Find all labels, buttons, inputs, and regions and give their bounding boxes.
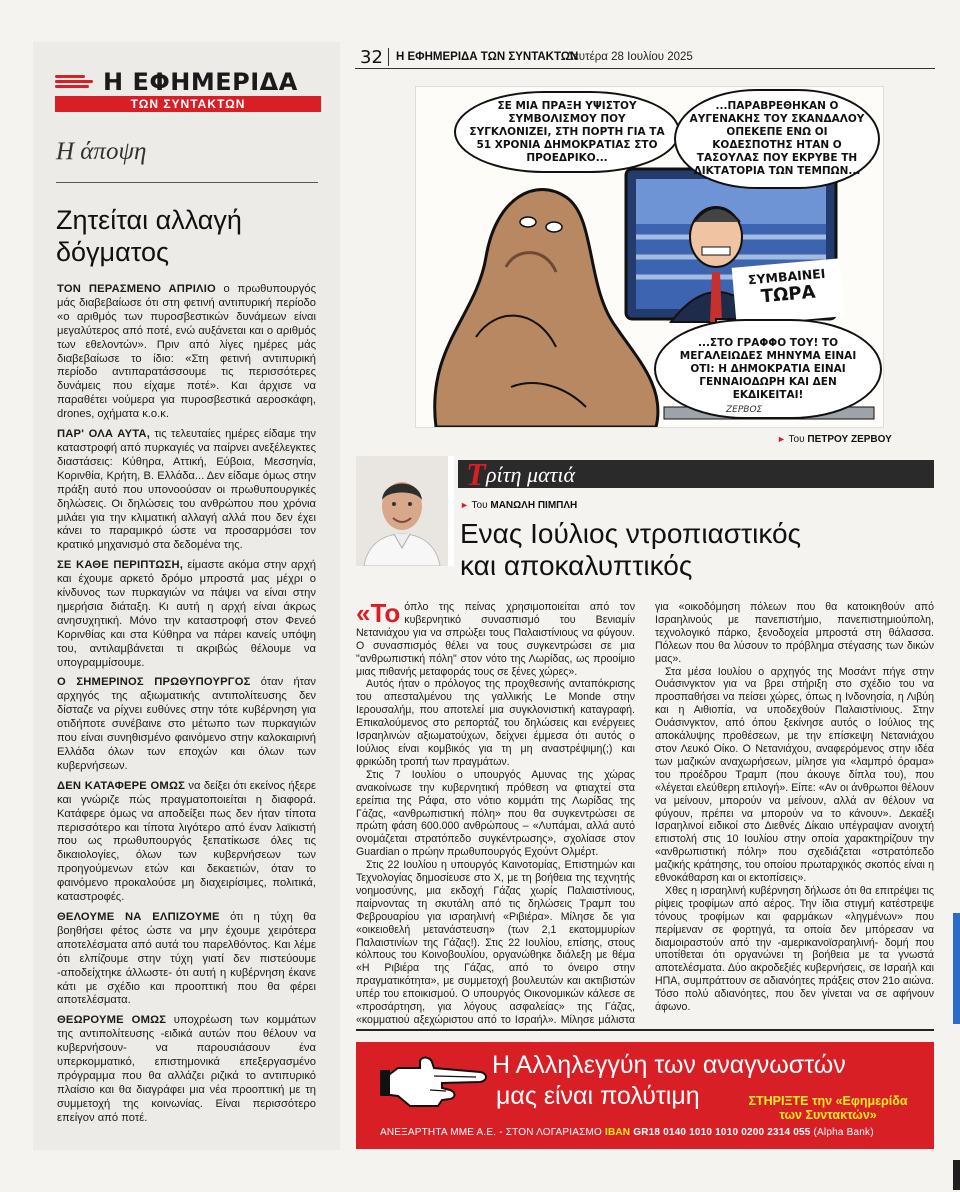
column-headline-line-2: και αποκαλυπτικός <box>460 550 693 581</box>
ad-account-line <box>380 1127 874 1138</box>
speech-bubble-2: ...ΠΑΡΑΒΡΕΘΗΚΑΝ Ο ΑΥΓΕΝΑΚΗΣ ΤΟΥ ΣΚΑΝΔΑΛΟΥ ΟΠΕΚΕΠΕ ΕΝΩ ΟΙ ΚΟΔΕΣΠΟΤΗΣ ΗΤΑΝ Ο ΤΑΣΟΥΛΑΣ ΠΟΥ ΕΚΡΥΒΕ ΤΗ ΔΙΚΤΑΤΟΡΙΑ ΤΩΝ ΤΕΜΠΩΝ... <box>674 89 880 189</box>
paragraph-text: τις τελευταίες ημέρες είδαμε την καταστροφή από πυρκαγιές να παίρνει ανεξέλεγκτες διαστάσεις: Κύθηρα, Αττική, Εύβοια, Μεσσηνία, Κορινθία, Κρήτη, Β. Ελλάδα... Δεν είδαμε όμως στην πράξη αυτό που υπονοούσαν οι πρωθυπουργικές δηλώσεις. Οι δηλώσεις του ανθρώπου που χρόνια μιλάει για την κλιματική αλλαγή αλλά που δεν έχει κάνει το παραμικρό ώστε να προσαρμόσει τον κρατικό μηχανισμό στα δεδομένα της. <box>57 428 316 552</box>
credit-name: ΠΕΤΡΟΥ ΖΕΡΒΟΥ <box>807 434 892 445</box>
ad-headline-line-2: μας είναι πολύτιμη <box>496 1082 700 1110</box>
byline-name: ΜΑΝΩΛΗ ΠΙΜΠΛΗ <box>490 500 578 511</box>
editorial-paragraph <box>57 1014 316 1125</box>
sign-line-1: ΣΥΜΒΑΙΝΕΙ <box>747 265 826 288</box>
page-number: 32 <box>360 47 383 68</box>
arrow-right-icon: ► <box>777 434 786 444</box>
paragraph-text: όπλο της πείνας χρησιμοποιείται από τον κυβερνητικό συνασπισμό του Βενιαμίν Νετανιάχου για να σπρώξει τους Παλαιστίνιους να φύγουν. Ο συνασπισμός θέλει να τους συγκεντρώσει σε μια "ανθρωπιστική πόλη" στον νότο της Λωρίδας, ως προοίμιο μιας πιθανής μεταφοράς τους σε ξένες χώρες». <box>356 601 635 678</box>
editorial-panel <box>33 42 340 1150</box>
masthead-logo <box>55 68 321 110</box>
paragraph-text: όταν ήταν αρχηγός της αξιωματικής αντιπολίτευσης δεν δίσταζε να ρίχνει ευθύνες στην τότε κυβέρνηση για οτιδήποτε συνέβαινε στο μέτωπο των πυρκαγιών που είναι συνηθισμένο φαινόμενο στην καλοκαιρινή Ελλάδα όλων των εποχών και όλων των κυβερνήσεων. <box>57 676 316 772</box>
ad-headline-line-1: Η Αλληλεγγύη των αναγνωστών <box>492 1051 846 1079</box>
column-banner <box>458 456 934 492</box>
political-cartoon <box>415 86 884 428</box>
cartoon-credit <box>777 434 892 445</box>
solidarity-ad <box>356 1042 934 1149</box>
banner-title: ρίτη ματιά <box>486 462 576 487</box>
editorial-paragraph <box>57 283 316 422</box>
editorial-paragraph <box>57 911 316 1008</box>
column-byline <box>460 500 577 511</box>
section-divider <box>56 182 318 183</box>
paragraph-lead: ΘΕΛΟΥΜΕ ΝΑ ΕΛΠΙΖΟΥΜΕ <box>57 910 220 923</box>
logo-stripes-icon <box>55 73 97 91</box>
column-body <box>356 598 934 1027</box>
column-paragraph <box>356 598 635 678</box>
support-line-2: των Συντακτών» <box>779 1108 877 1122</box>
account-text: ΑΝΕΞΑΡΤΗΤΑ ΜΜΕ Α.Ε. - ΣΤΟΝ ΛΟΓΑΡΙΑΣΜΟ <box>380 1127 602 1138</box>
breaking-news-sign <box>732 258 845 325</box>
bank-name: (Alpha Bank) <box>813 1127 874 1138</box>
header-date: Δευτέρα 28 Ιουλίου 2025 <box>566 51 693 63</box>
banner-initial: Τ <box>466 456 486 492</box>
sign-line-2: ΤΩΡΑ <box>760 281 817 308</box>
editorial-paragraph <box>57 559 316 670</box>
column-paragraph: Στις 22 Ιουλίου η υπουργός Καινοτομίας, Επιστημών και Τεχνολογίας δημοσίευσε στο Χ, με τη βοήθεια της τεχνητής νοημοσύνης, μια εκδοχή Γάζας χωρίς Παλαιστίνιους, παίρνοντας τη σκυτάλη από τις δηλώσεις Τραμπ του Φεβρουαρίου για ισραηλινή «Ριβιέρα». Μίλησε δε για «οικειοθελή μετανάστευση» (των 2,1 εκατομμυρίων Παλαιστινίων της Γάζας!). Στις 22 Ιουλίου, επίσης, στους κόλπους του Κοινοβουλίου, οργανώθηκε διάλεξη με θέμα «Η Ριβιέρα της Γάζας, από το όνειρο στην πραγματικότητα», με συμμετοχή βουλευτών και ακτιβιστών υπέρ του εποικισμού. Ο υπουργός Οικονομικών κάλεσε σε «προσάρτηση, για λόγους ασφαλείας» της Γάζας, «κομματιού αξεχώριστου από το Ισραήλ». Μίλησε μάλιστα για «οικοδόμηση πόλεων που θα κατοικηθούν από Ισραηλινούς με πανεπιστήμιο, πανεπιστημιούπολη, τεχνολογικό πάρκο, ξενοδοχεία μπροστά στη θάλασσα. Πόλεων που θα λύσουν το πρόβλημα στέγασης των δικών μας». <box>356 601 934 1026</box>
author-portrait-icon <box>356 456 448 566</box>
page-header <box>355 46 935 69</box>
drop-cap: «Το <box>356 598 401 628</box>
column-paragraph: Χθες η ισραηλινή κυβέρνηση δήλωσε ότι θα επιτρέψει τις ρίψεις τροφίμων από αέρος. Την ίδια στιγμή κατέστρεψε τόνους τροφίμων και φαρμάκων «ληγμένων» που περίμεναν σε φορτηγά, τα οποία δεν μπόρεσαν να διαμοιραστούν από την -αμερικανοϊσραηλινή- δομή που υποτίθεται ότι οργανώνει τη βοήθεια με τα γνωστά αποτελέσματα. Δύο ακροδεξιές κυβερνήσεις, σε Ισραήλ και ΗΠΑ, συμπράττουν σε αδιανόητες πράξεις στον 21ο αιώνα. Τόσο πολύ αδιανόητες, που δεν γίνεται να σε αφήνουν άφωνο. <box>655 884 934 1014</box>
paragraph-text: είμαστε ακόμα στην αρχή και έχουμε αρκετό δρόμο μπροστά μας μέχρι ο κίνδυνος των πυρκαγιών να πάψει να είναι στην ημερήσια διάταξη. Κι αυτή η αρχή είναι άκρως ανησυχητική. Μόνο την καταστροφή στον Φενεό Κορινθίας και στα Κύθηρα να πάρει κανείς υπόψη του, αντιλαμβάνεται τι ακριβώς θέλουμε να υπογραμμίσουμε. <box>57 559 316 669</box>
editorial-paragraph <box>57 780 316 905</box>
iban-label: IBAN <box>604 1127 631 1138</box>
editorial-paragraph <box>57 428 316 553</box>
masthead-subtitle: ΤΩΝ ΣΥΝΤΑΚΤΩΝ <box>55 96 321 112</box>
headline-line-2: δόγματος <box>56 237 170 267</box>
paragraph-text: ο πρωθυπουργός μάς διαβεβαίωσε ότι στη φετινή αντιπυρική περίοδο «ο αριθμός των πυροσβεστικών δυνάμεων είναι μεγαλύτερος από ποτέ, ενώ αυξάνεται και ο αριθμός των εθελοντών». Πριν από λίγες ημέρες μάς διαβεβαίωσε το ίδιο: «Στη φετινή αντιπυρική περίοδο αντιπαρατάσσουμε τις περισσότερες δυνάμεις που είχαμε ποτέ». Και άρχισε να παραθέτει νούμερα για πυροσβεστικά αεροσκάφη, drones, οχήματα κ.ο.κ. <box>57 283 316 421</box>
support-line-1: ΣΤΗΡΙΞΤΕ την «Εφημερίδα <box>748 1094 908 1108</box>
credit-prefix: Του <box>788 434 805 445</box>
paragraph-lead: Ο ΣΗΜΕΡΙΝΟΣ ΠΡΩΘΥΠΟΥΡΓΟΣ <box>57 676 251 689</box>
column-headline <box>460 518 880 582</box>
column-paragraph: Στα μέσα Ιουλίου ο αρχηγός της Μοσάντ πήγε στην Ουάσινγκτον για να βρει στήριξη στο σχέδιο του να προσπαθήσει να πείσει χώρες, όπως η Ινδονησία, η Λιβύη και η Αιθιοπία, να υποδεχθούν Παλαιστίνιους. Στην Ουάσινγκτον, από όπου ξεκίνησε αυτός ο Ιούλιος της αποκάλυψης προθέσεων, με την επίσκεψη Νετανιάχου στον Λευκό Οίκο. Ο Νετανιάχου, αναφερόμενος στην ιδέα των μαζικών αναχωρήσεων, μίλησε για «λαμπρό όραμα» του προέδρου Τραμπ (που άκουγε δίπλα του), που «λέγεται ελεύθερη επιλογή». Είπε: «Αν οι άνθρωποι θέλουν να μείνουν, μπορούν να μείνουν, αλλά αν θέλουν να φύγουν, πρέπει να μπορούν να το κάνουν». Δεκαέξι Ισραηλινοί ειδικοί στο Διεθνές Δίκαιο υπέγραψαν ανοιχτή επιστολή στις 10 Ιουλίου στην οποία χαρακτηρίζουν την «ανθρωπιστική πόλη» που σχεδιάζεται «στρατόπεδο μαζικής κράτησης, του οποίου πρωταρχικός σκοπός είναι η εθνοκάθαρση και οι εκτοπίσεις». <box>655 665 934 885</box>
paragraph-lead: ΘΕΩΡΟΥΜΕ ΟΜΩΣ <box>57 1014 167 1027</box>
byline-prefix: Του <box>471 500 488 511</box>
editorial-paragraph <box>57 676 316 773</box>
paragraph-text: να δείξει ότι εκείνος ήξερε και γνώριζε πώς πραγματοποιείται η διαφορά. Κατάφερε όμως να αποδείξει πως δεν ήταν τίποτα περισσότερο και τίποτα λιγότερο από έναν λαϊκιστή που ως πρωθυπουργός ξεπατίκωσε όλες τις δικαιολογίες, όλων των κυβερνήσεων των προηγούμενων ετών και δεκαετιών, όταν το φαινόμενο προκαλούσε μη διαχειρίσιμες, πολιτικά, καταστροφές. <box>57 779 316 904</box>
paragraph-lead: ΣΕ ΚΑΘΕ ΠΕΡΙΠΤΩΣΗ, <box>57 559 184 572</box>
ad-support-text <box>728 1094 928 1122</box>
iban-number: GR18 0140 1010 1010 0200 2314 055 <box>633 1127 811 1138</box>
arrow-right-icon: ► <box>460 500 469 510</box>
author-photo <box>356 456 454 566</box>
headline-line-1: Ζητείται αλλαγή <box>56 205 242 235</box>
section-title: Η άποψη <box>56 138 147 165</box>
header-divider <box>388 48 389 66</box>
paragraph-text: ότι η τύχη θα βοηθήσει φέτος ώστε να μην έχουμε χειρότερα αποτελέσματα από αυτά του παρελθόντος. Και λέμε ότι ελπίζουμε στην τύχη γιατί δεν πιστεύουμε -αποδείχτηκε άλλωστε- ότι αυτή η κυβέρνηση έκανε κάτι με σχέδιο και προοπτική που θα φέρει αποτελέσματα. <box>57 910 316 1007</box>
speech-bubble-1: ΣΕ ΜΙΑ ΠΡΑΞΗ ΥΨΙΣΤΟΥ ΣΥΜΒΟΛΙΣΜΟΥ ΠΟΥ ΣΥΓΚΛΟΝΙΖΕΙ, ΣΤΗ ΠΟΡΤΗ ΓΙΑ ΤΑ 51 ΧΡΟΝΙΑ ΔΗΜΟΚΡΑΤΙΑΣ ΣΤΟ ΠΡΟΕΔΡΙΚΟ... <box>454 91 680 173</box>
paragraph-lead: ΔΕΝ ΚΑΤΑΦΕΡΕ ΟΜΩΣ <box>57 779 186 792</box>
header-paper-name: Η ΕΦΗΜΕΡΙΔΑ ΤΩΝ ΣΥΝΤΑΚΤΩΝ <box>396 51 579 63</box>
masthead-name: Η ΕΦΗΜΕΡΙΔΑ <box>103 68 298 96</box>
pointing-hand-icon <box>380 1050 490 1110</box>
column-end-rule <box>356 1029 934 1031</box>
cartoonist-signature: ΖΕΡΒΟΣ <box>726 405 763 415</box>
editorial-headline <box>56 204 326 268</box>
speech-bubble-3: ...ΣΤΟ ΓΡΑΦΦΟ ΤΟΥ! ΤΟ ΜΕΓΑΛΕΙΩΔΕΣ ΜΗΝΥΜΑ ΕΙΝΑΙ ΟΤΙ: Η ΔΗΜΟΚΡΑΤΙΑ ΕΙΝΑΙ ΓΕΝΝΑΙΟΔΩΡΗ ΚΑΙ ΔΕΝ ΕΚΔΙΚΕΙΤΑΙ! <box>654 319 882 419</box>
edge-dark-mark <box>953 1160 960 1190</box>
edge-color-mark <box>953 913 960 1024</box>
column-headline-line-1: Ενας Ιούλιος ντροπιαστικός <box>460 518 802 549</box>
editorial-body <box>57 283 316 1132</box>
column-paragraph: Στις 7 Ιουλίου ο υπουργός Αμυνας της χώρας ανακοίνωσε την κυβερνητική πρόθεση να φτιαχτεί στα ερείπια της Ράφα, στο νότιο κομμάτι της Λωρίδας της Γάζας, «ανθρωπιστική πόλη» που θα συγκεντρώσει σε πρώτη φάση 600.000 ανθρώπους – «Λυπάμαι, αλλά αυτό ονομάζεται στρατόπεδο συγκέντρωσης», σχολίασε στον Guardian ο πρώην πρωθυπουργός Εχούντ Ολμέρτ. <box>356 768 635 859</box>
column-paragraph: Αυτός ήταν ο πρόλογος της προχθεσινής ανταπόκρισης του απεσταλμένου της γαλλικής Le Monde στην Ιερουσαλήμ, που αποτελεί μια συγκλονιστική καταγραφή. Επικαλούμενος στο ρεπορτάζ του δηλώσεις και ενέργειες Ισραηλινών αξιωματούχων, δείχνει έμμεσα ότι αυτός ο Ιούλιος είναι κομβικός για τη μη αναστρέψιμη(;) και φρικώδη τροπή των πραγμάτων. <box>356 678 635 768</box>
paragraph-text: υποχρέωση των κομμάτων της αντιπολίτευσης -ειδικά αυτών που θέλουν να κυβερνήσουν- να παρουσιάσουν ένα υπερκομματικό, επιστημονικά επεξεργασμένο πρόγραμμα που θα αλλάζει ριζικά το αντιπυρικό πλαίσιο και θα διαγράφει μια νέα προοπτική με τη συμμετοχή της κοινωνίας. Είναι περισσότερο επείγον από ποτέ. <box>57 1014 316 1124</box>
paragraph-lead: ΤΟΝ ΠΕΡΑΣΜΕΝΟ ΑΠΡΙΛΙΟ <box>57 283 216 295</box>
paragraph-lead: ΠΑΡ' ΟΛΑ ΑΥΤΑ, <box>57 428 151 441</box>
